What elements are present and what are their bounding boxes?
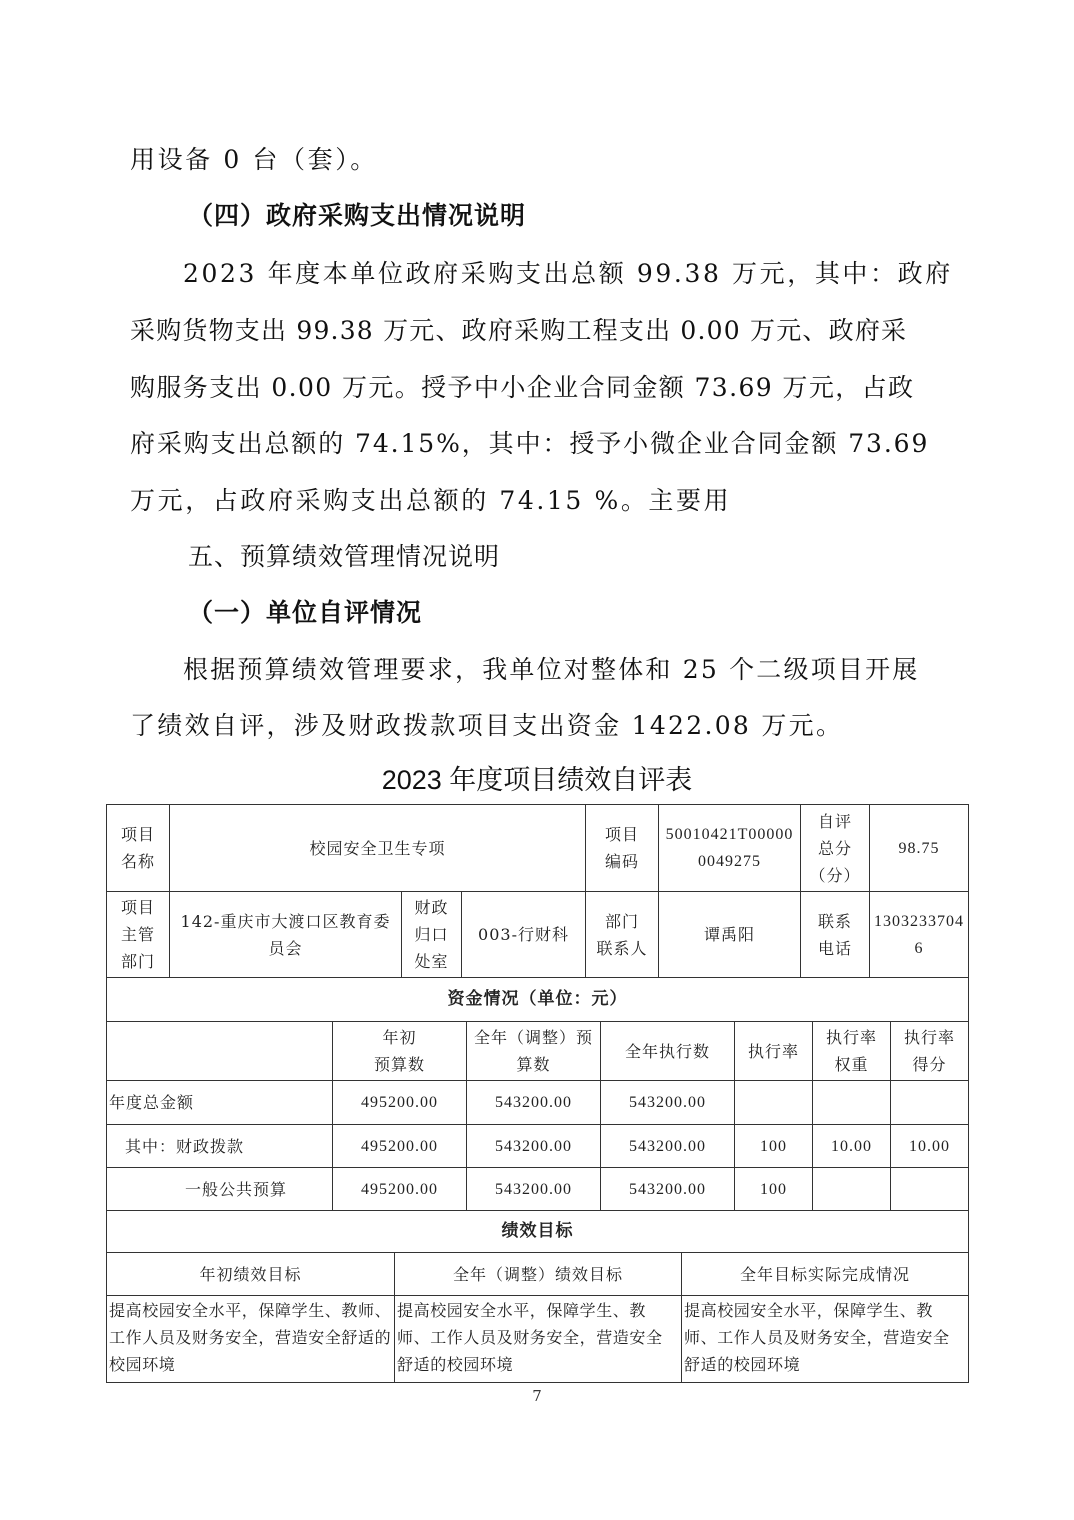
funds-header-weight: 执行率 权重 [813,1022,891,1081]
cell-score: 10.00 [891,1125,969,1168]
paragraph-line: 采购货物支出 99.38 万元、政府采购工程支出 0.00 万元、政府采 [130,316,908,345]
cell-executed: 543200.00 [601,1168,735,1211]
dept-value: 142-重庆市大渡口区教育委 员会 [170,892,402,978]
funds-table [106,977,969,1211]
phone-label: 联系 电话 [801,892,870,978]
cell-adjusted: 543200.00 [467,1081,601,1125]
table-title: 2023 年度项目绩效自评表 [381,765,693,795]
section-heading-procurement: （四）政府采购支出情况说明 [188,201,527,230]
cell-weight [813,1081,891,1125]
paragraph-line: 了绩效自评，涉及财政拨款项目支出资金 1422.08 万元。 [130,711,844,740]
targets-header-adjusted: 全年（调整）绩效目标 [395,1253,682,1296]
funds-section-title: 资金情况（单位：元） [107,978,969,1022]
row-label: 其中：财政拨款 [107,1125,333,1168]
paragraph-line: 府采购支出总额的 74.15%，其中：授予小微企业合同金额 73.69 [130,429,930,458]
dept-label: 项目 主管 部门 [107,892,170,978]
cell-rate: 100 [735,1168,813,1211]
funds-header-initial: 年初 预算数 [333,1022,467,1081]
cell-score [891,1168,969,1211]
section-heading-self-evaluation: （一）单位自评情况 [188,598,423,627]
table-row [107,1125,969,1168]
cell-score [891,1081,969,1125]
paragraph-line: 万元，占政府采购支出总额的 74.15 %。主要用 [130,486,732,515]
funds-header-executed: 全年执行数 [601,1022,735,1081]
funds-header-score: 执行率 得分 [891,1022,969,1081]
targets-table [106,1210,969,1383]
funds-header-blank [107,1022,333,1081]
row-label: 年度总金额 [107,1081,333,1125]
cell-adjusted: 543200.00 [467,1168,601,1211]
cell-weight: 10.00 [813,1125,891,1168]
cell-rate [735,1081,813,1125]
cell-adjusted: 543200.00 [467,1125,601,1168]
paragraph-line: 用设备 0 台（套）。 [130,145,378,174]
contact-label: 部门 联系人 [586,892,659,978]
paragraph-line: 购服务支出 0.00 万元。授予中小企业合同金额 73.69 万元，占政 [130,373,915,402]
project-code-label: 项目 编码 [586,805,659,892]
page-number: 7 [532,1387,542,1405]
funds-header-adjusted: 全年（调整）预 算数 [467,1022,601,1081]
finance-office-value: 003-行财科 [462,892,586,978]
target-actual-value: 提高校园安全水平，保障学生、教师、工作人员及财务安全，营造安全舒适的校园环境 [682,1296,969,1383]
row-label: 一般公共预算 [107,1168,333,1211]
target-initial-value: 提高校园安全水平，保障学生、教师、工作人员及财务安全，营造安全舒适的校园环境 [107,1296,395,1383]
project-code-value: 50010421T00000 0049275 [659,805,801,892]
phone-value: 1303233704 6 [870,892,969,978]
section-heading-budget-performance: 五、预算绩效管理情况说明 [188,542,501,571]
paragraph-line: 根据预算绩效管理要求，我单位对整体和 25 个二级项目开展 [183,655,920,684]
target-adjusted-value: 提高校园安全水平，保障学生、教师、工作人员及财务安全，营造安全舒适的校园环境 [395,1296,682,1383]
targets-section-title: 绩效目标 [107,1211,969,1253]
funds-header-rate: 执行率 [735,1022,813,1081]
self-score-label: 自评 总分 （分） [801,805,870,892]
project-info-table [106,804,969,978]
targets-header-actual: 全年目标实际完成情况 [682,1253,969,1296]
cell-weight [813,1168,891,1211]
table-row [107,1168,969,1211]
contact-value: 谭禹阳 [659,892,801,978]
cell-initial: 495200.00 [333,1125,467,1168]
project-name-label: 项目 名称 [107,805,170,892]
project-name-value: 校园安全卫生专项 [170,805,586,892]
table-row [107,1081,969,1125]
targets-header-initial: 年初绩效目标 [107,1253,395,1296]
cell-executed: 543200.00 [601,1081,735,1125]
self-score-value: 98.75 [870,805,969,892]
cell-rate: 100 [735,1125,813,1168]
paragraph-line: 2023 年度本单位政府采购支出总额 99.38 万元，其中：政府 [183,259,953,288]
cell-executed: 543200.00 [601,1125,735,1168]
cell-initial: 495200.00 [333,1081,467,1125]
finance-office-label: 财政 归口 处室 [402,892,462,978]
cell-initial: 495200.00 [333,1168,467,1211]
